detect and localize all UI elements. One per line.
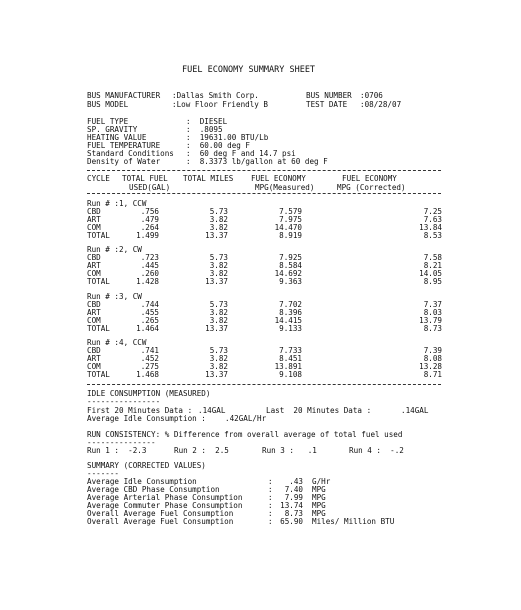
table-row-mpg-measured: 14.415 — [274, 316, 302, 325]
summary-value: 7.40 — [284, 485, 303, 494]
idle-first20-label: First 20 Minutes Data : — [87, 406, 193, 415]
table-row-mpg-measured: 7.579 — [279, 207, 302, 216]
table-row-miles: 3.82 — [209, 308, 228, 317]
table-row-cycle: ART — [87, 261, 101, 270]
table-row-mpg-measured: 7.975 — [279, 215, 302, 224]
table-row-fuel: .260 — [140, 269, 159, 278]
table-row-miles: 3.82 — [209, 215, 228, 224]
page-title: FUEL ECONOMY SUMMARY SHEET — [182, 65, 316, 75]
run-title: Run # :1, CCW — [87, 199, 147, 208]
table-row-cycle: CBD — [87, 207, 101, 216]
summary-separator: : — [268, 517, 273, 526]
fuel-prop-value: : 60.00 deg F — [186, 141, 251, 150]
table-row-fuel: 1.468 — [136, 370, 159, 379]
table-row-miles: 3.82 — [209, 261, 228, 270]
fuel-prop-label: FUEL TYPE — [87, 117, 129, 126]
table-row-miles: 5.73 — [209, 207, 228, 216]
run-title: Run # :2, CW — [87, 245, 142, 254]
consistency-run2: Run 2 : 2.5 — [174, 446, 229, 455]
table-row-cycle: TOTAL — [87, 324, 110, 333]
table-row-miles: 13.37 — [205, 370, 228, 379]
col-header-used-gal: USED(GAL) — [129, 183, 171, 192]
table-row-mpg-corrected: 8.73 — [423, 324, 442, 333]
table-row-mpg-measured: 8.584 — [279, 261, 302, 270]
summary-underline: ------- — [87, 469, 120, 478]
idle-first20-value: .14GAL — [198, 406, 226, 415]
table-row-miles: 3.82 — [209, 362, 228, 371]
table-row-cycle: CBD — [87, 300, 101, 309]
consistency-underline: --------------- — [87, 438, 156, 447]
table-row-mpg-measured: 14.692 — [274, 269, 302, 278]
table-row-mpg-corrected: 8.08 — [423, 354, 442, 363]
fuel-prop-value: : .8095 — [186, 125, 223, 134]
table-row-mpg-corrected: 7.58 — [423, 253, 442, 262]
summary-label: Average Idle Consumption — [87, 477, 197, 486]
table-row-miles: 3.82 — [209, 354, 228, 363]
table-row-mpg-measured: 14.470 — [274, 223, 302, 232]
fuel-prop-label: SP. GRAVITY — [87, 125, 138, 134]
summary-label: Average Commuter Phase Consumption — [87, 501, 243, 510]
table-row-mpg-corrected: 13.84 — [419, 223, 442, 232]
idle-last20-value: .14GAL — [401, 406, 429, 415]
table-row-fuel: .479 — [140, 215, 159, 224]
table-row-fuel: .445 — [140, 261, 159, 270]
table-row-mpg-corrected: 8.03 — [423, 308, 442, 317]
table-row-mpg-corrected: 14.05 — [419, 269, 442, 278]
test-date-label: TEST DATE — [306, 100, 348, 109]
bus-number-label: BUS NUMBER — [306, 91, 352, 100]
table-row-fuel: 1.428 — [136, 277, 159, 286]
table-row-fuel: .756 — [140, 207, 159, 216]
table-row-cycle: COM — [87, 362, 101, 371]
table-row-mpg-measured: 8.919 — [279, 231, 302, 240]
summary-unit: MPG — [312, 501, 326, 510]
bus-number-value: :0706 — [360, 91, 383, 100]
consistency-run3: Run 3 : .1 — [262, 446, 317, 455]
table-row-mpg-measured: 8.396 — [279, 308, 302, 317]
col-header-fuel-economy: FUEL ECONOMY — [251, 174, 306, 183]
divider — [87, 170, 441, 171]
divider — [87, 193, 441, 194]
run-title: Run # :3, CW — [87, 292, 142, 301]
bus-model-label: BUS MODEL — [87, 100, 129, 109]
table-row-mpg-corrected: 7.37 — [423, 300, 442, 309]
summary-unit: MPG — [312, 485, 326, 494]
table-row-mpg-measured: 13.891 — [274, 362, 302, 371]
summary-unit: MPG — [312, 509, 326, 518]
table-row-fuel: .741 — [140, 346, 159, 355]
table-row-cycle: CBD — [87, 253, 101, 262]
table-row-cycle: ART — [87, 308, 101, 317]
col-header-total-miles: TOTAL MILES — [183, 174, 234, 183]
summary-label: Average Arterial Phase Consumption — [87, 493, 243, 502]
test-date-value: :08/28/07 — [360, 100, 402, 109]
divider — [87, 384, 441, 385]
table-row-mpg-measured: 9.363 — [279, 277, 302, 286]
fuel-prop-label: FUEL TEMPERATURE — [87, 141, 161, 150]
table-row-fuel: .744 — [140, 300, 159, 309]
table-row-cycle: CBD — [87, 346, 101, 355]
fuel-prop-label: HEATING VALUE — [87, 133, 147, 142]
table-row-miles: 3.82 — [209, 269, 228, 278]
idle-average-label: Average Idle Consumption : — [87, 414, 206, 423]
summary-value: 65.90 — [280, 517, 303, 526]
col-header-total-fuel: TOTAL FUEL — [122, 174, 168, 183]
summary-value: .43 — [289, 477, 303, 486]
table-row-mpg-measured: 9.133 — [279, 324, 302, 333]
table-row-fuel: .452 — [140, 354, 159, 363]
table-row-miles: 3.82 — [209, 223, 228, 232]
summary-value: 7.99 — [284, 493, 303, 502]
summary-separator: : — [268, 477, 273, 486]
table-row-cycle: COM — [87, 223, 101, 232]
summary-heading: SUMMARY (CORRECTED VALUES) — [87, 461, 206, 470]
fuel-prop-value: : 60 deg F and 14.7 psi — [186, 149, 296, 158]
fuel-prop-value: : 8.3373 lb/gallon at 60 deg F — [186, 157, 328, 166]
col-header-fuel-economy-corrected: FUEL ECONOMY — [342, 174, 397, 183]
summary-unit: Miles/ Million BTU — [312, 517, 395, 526]
bus-manufacturer-value: :Dallas Smith Corp. — [172, 91, 259, 100]
table-row-mpg-corrected: 8.95 — [423, 277, 442, 286]
summary-separator: : — [268, 493, 273, 502]
table-row-mpg-corrected: 13.79 — [419, 316, 442, 325]
bus-model-value: :Low Floor Friendly B — [172, 100, 269, 109]
table-row-fuel: .265 — [140, 316, 159, 325]
table-row-cycle: TOTAL — [87, 370, 110, 379]
table-row-miles: 5.73 — [209, 253, 228, 262]
idle-heading: IDLE CONSUMPTION (MEASURED) — [87, 389, 211, 398]
summary-separator: : — [268, 501, 273, 510]
fuel-prop-label: Standard Conditions — [87, 149, 174, 158]
table-row-cycle: ART — [87, 354, 101, 363]
table-row-miles: 13.37 — [205, 324, 228, 333]
summary-separator: : — [268, 509, 273, 518]
table-row-mpg-corrected: 7.39 — [423, 346, 442, 355]
table-row-fuel: .264 — [140, 223, 159, 232]
table-row-fuel: .275 — [140, 362, 159, 371]
table-row-miles: 13.37 — [205, 231, 228, 240]
summary-label: Overall Average Fuel Consumption — [87, 509, 234, 518]
table-row-miles: 5.73 — [209, 300, 228, 309]
table-row-mpg-corrected: 8.71 — [423, 370, 442, 379]
table-row-mpg-measured: 8.451 — [279, 354, 302, 363]
table-row-cycle: ART — [87, 215, 101, 224]
bus-manufacturer-label: BUS MANUFACTURER — [87, 91, 161, 100]
idle-underline: ---------------- — [87, 397, 161, 406]
fuel-prop-value: : 19631.00 BTU/Lb — [186, 133, 269, 142]
summary-value: 8.73 — [284, 509, 303, 518]
table-row-mpg-corrected: 8.21 — [423, 261, 442, 270]
consistency-heading: RUN CONSISTENCY: % Difference from overall average of total fuel used — [87, 430, 403, 439]
table-row-miles: 5.73 — [209, 346, 228, 355]
summary-unit: G/Hr — [312, 477, 331, 486]
col-header-mpg-corrected: MPG (Corrected) — [337, 183, 406, 192]
summary-unit: MPG — [312, 493, 326, 502]
table-row-cycle: COM — [87, 269, 101, 278]
table-row-mpg-measured: 7.733 — [279, 346, 302, 355]
table-row-cycle: COM — [87, 316, 101, 325]
summary-separator: : — [268, 485, 273, 494]
table-row-fuel: 1.499 — [136, 231, 159, 240]
table-row-miles: 3.82 — [209, 316, 228, 325]
summary-label: Overall Average Fuel Consumption — [87, 517, 234, 526]
idle-last20-label: Last 20 Minutes Data : — [266, 406, 372, 415]
fuel-prop-label: Density of Water — [87, 157, 161, 166]
table-row-fuel: .723 — [140, 253, 159, 262]
summary-label: Average CBD Phase Consumption — [87, 485, 220, 494]
fuel-prop-value: : DIESEL — [186, 117, 228, 126]
table-row-fuel: .455 — [140, 308, 159, 317]
table-row-mpg-measured: 7.925 — [279, 253, 302, 262]
table-row-cycle: TOTAL — [87, 231, 110, 240]
col-header-mpg-measured: MPG(Measured) — [255, 183, 315, 192]
table-row-mpg-corrected: 7.63 — [423, 215, 442, 224]
table-row-mpg-corrected: 7.25 — [423, 207, 442, 216]
table-row-mpg-measured: 9.108 — [279, 370, 302, 379]
table-row-mpg-measured: 7.702 — [279, 300, 302, 309]
table-row-cycle: TOTAL — [87, 277, 110, 286]
col-header-cycle: CYCLE — [87, 174, 110, 183]
table-row-mpg-corrected: 8.53 — [423, 231, 442, 240]
table-row-miles: 13.37 — [205, 277, 228, 286]
idle-average-value: .42GAL/Hr — [225, 414, 267, 423]
table-row-mpg-corrected: 13.28 — [419, 362, 442, 371]
summary-value: 13.74 — [280, 501, 303, 510]
consistency-run4: Run 4 : -.2 — [349, 446, 404, 455]
consistency-run1: Run 1 : -2.3 — [87, 446, 147, 455]
run-title: Run # :4, CCW — [87, 338, 147, 347]
table-row-fuel: 1.464 — [136, 324, 159, 333]
